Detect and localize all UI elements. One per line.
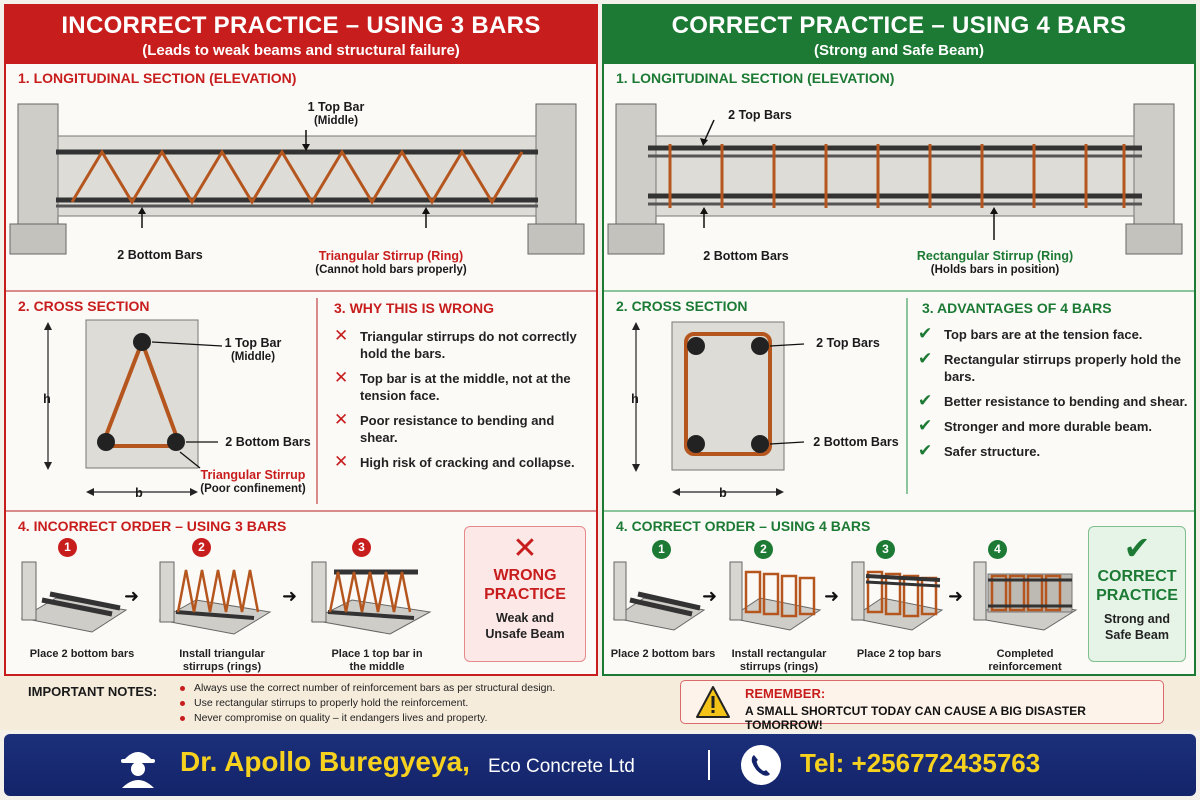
list-item: Use rectangular stirrups to properly hold the reinforcement. [180,696,555,711]
list-item: ✕ Triangular stirrups do not correctly hold the bars. [334,326,577,361]
left-elev-top-bar-label: 1 Top Bar (Middle) [307,100,365,127]
step-4-illustration [968,558,1080,636]
engineer-helmet-icon [116,742,160,788]
arrow-right-icon: ➜ [124,586,140,606]
warning-icon [695,685,731,719]
cross-icon: ✕ [334,368,349,387]
step-3-illustration [846,558,946,636]
divider [604,290,1194,292]
step-2-illustration [724,558,824,636]
list-item: ✔ Better resistance to bending and shear. [918,391,1188,410]
company-name: Eco Concrete Ltd [488,756,635,777]
step-number: 3 [352,538,371,557]
step-caption: Place 2 bottom bars [29,648,135,660]
verdict-title: CORRECT PRACTICE [1096,568,1178,604]
step-number: 1 [652,540,671,559]
list-item: ✔ Top bars are at the tension face. [918,324,1143,343]
list-item: ✔ Rectangular stirrups properly hold the bars. [918,349,1181,384]
left-cs-top-bar-label: 1 Top Bar (Middle) [224,336,282,363]
right-order-title: 4. CORRECT ORDER – USING 4 BARS [616,518,871,534]
incorrect-subtitle: (Leads to weak beams and structural failure) [142,42,460,59]
list-item: ✔ Safer structure. [918,441,1041,460]
divider [604,510,1194,512]
correct-header [604,6,1194,64]
step-number: 2 [754,540,773,559]
left-longitudinal-title: 1. LONGITUDINAL SECTION (ELEVATION) [18,70,297,86]
check-icon: ✔ [1123,530,1151,566]
divider [906,298,908,494]
list-item: Always use the correct number of reinforcement bars as per structural design. [180,681,555,696]
step-1-illustration [16,558,128,636]
remember-title: REMEMBER: [745,686,826,701]
right-elev-bottom-bars-label: 2 Bottom Bars [703,249,789,263]
verdict-subtitle: Weak and Unsafe Beam [485,611,565,641]
right-longitudinal-title: 1. LONGITUDINAL SECTION (ELEVATION) [616,70,895,86]
step-number: 4 [988,540,1007,559]
list-item: ✕ Top bar is at the middle, not at the tension face. [334,368,571,403]
correct-title: CORRECT PRACTICE – USING 4 BARS [671,12,1127,39]
notes-list [180,681,555,726]
correct-practice-panel [602,4,1196,676]
incorrect-header [6,6,596,64]
check-icon: ✔ [918,441,933,460]
divider [6,510,596,512]
left-elev-bottom-bars-label: 2 Bottom Bars [117,248,203,262]
left-h-label: h [43,392,51,406]
correct-subtitle: (Strong and Safe Beam) [813,42,985,59]
left-cross-section-title: 2. CROSS SECTION [18,298,150,314]
phone-icon [740,744,782,786]
right-h-label: h [631,392,639,406]
remember-text: A SMALL SHORTCUT TODAY CAN CAUSE A BIG DISASTER TOMORROW! [745,704,1086,732]
left-b-label: b [135,486,143,500]
cross-icon: ✕ [334,410,349,429]
cross-icon: ✕ [334,326,349,345]
step-1-illustration [608,558,708,636]
list-item: Never compromise on quality – it endangers lives and property. [180,711,555,726]
left-elev-stirrup-label: Triangular Stirrup (Ring) (Cannot hold bars properly) [315,249,467,276]
remember-box [680,680,1164,732]
step-caption: Install rectangular stirrups (rings) [731,648,827,673]
wrong-practice-badge [464,526,586,662]
divider [708,750,710,780]
step-caption: Place 2 top bars [856,648,942,660]
left-order-title: 4. INCORRECT ORDER – USING 3 BARS [18,518,287,534]
right-b-label: b [719,486,727,500]
notes-title: IMPORTANT NOTES: [28,684,158,699]
arrow-right-icon: ➜ [702,586,718,606]
list-item: ✕ Poor resistance to bending and shear. [334,410,555,445]
right-cs-bottom-bars-label: 2 Bottom Bars [813,435,899,449]
divider [6,290,596,292]
telephone-number[interactable]: Tel: +256772435763 [800,748,1041,778]
incorrect-title: INCORRECT PRACTICE – USING 3 BARS [61,12,541,39]
left-cs-stirrup-label: Triangular Stirrup (Poor confinement) [200,468,306,495]
important-notes-bar [0,676,1200,730]
step-caption: Place 1 top bar in the middle [331,648,423,673]
step-caption: Place 2 bottom bars [610,648,716,660]
divider [316,298,318,504]
list-item: ✕ High risk of cracking and collapse. [334,452,575,471]
cross-icon: ✕ [334,452,349,471]
left-why-wrong-list [334,328,584,479]
step-2-illustration [154,558,274,638]
arrow-right-icon: ➜ [824,586,840,606]
cross-icon: ✕ [512,532,538,565]
right-advantages-title: 3. ADVANTAGES OF 4 BARS [922,300,1112,316]
correct-practice-badge [1088,526,1186,662]
list-item: ✔ Stronger and more durable beam. [918,416,1153,435]
check-icon: ✔ [918,391,933,410]
check-icon: ✔ [918,349,933,368]
step-number: 3 [876,540,895,559]
incorrect-practice-panel [4,4,598,676]
step-caption: Completed reinforcement [988,648,1062,673]
check-icon: ✔ [918,416,933,435]
right-elev-top-bars-label: 2 Top Bars [728,108,792,122]
step-caption: Install triangular stirrups (rings) [179,648,265,673]
right-advantages-list [918,326,1188,468]
check-icon: ✔ [918,324,933,343]
verdict-title: WRONG PRACTICE [484,567,566,603]
right-elev-stirrup-label: Rectangular Stirrup (Ring) (Holds bars in position) [916,249,1074,276]
step-number: 1 [58,538,77,557]
right-cross-section-title: 2. CROSS SECTION [616,298,748,314]
step-3-illustration [306,558,436,638]
right-cs-top-bars-label: 2 Top Bars [816,336,880,350]
author-name: Dr. Apollo Buregyeya, [180,746,470,777]
footer-bar [4,734,1196,796]
left-why-wrong-title: 3. WHY THIS IS WRONG [334,300,494,316]
arrow-right-icon: ➜ [282,586,298,606]
step-number: 2 [192,538,211,557]
left-cs-bottom-bars-label: 2 Bottom Bars [225,435,311,449]
verdict-subtitle: Strong and Safe Beam [1104,612,1170,642]
arrow-right-icon: ➜ [948,586,964,606]
